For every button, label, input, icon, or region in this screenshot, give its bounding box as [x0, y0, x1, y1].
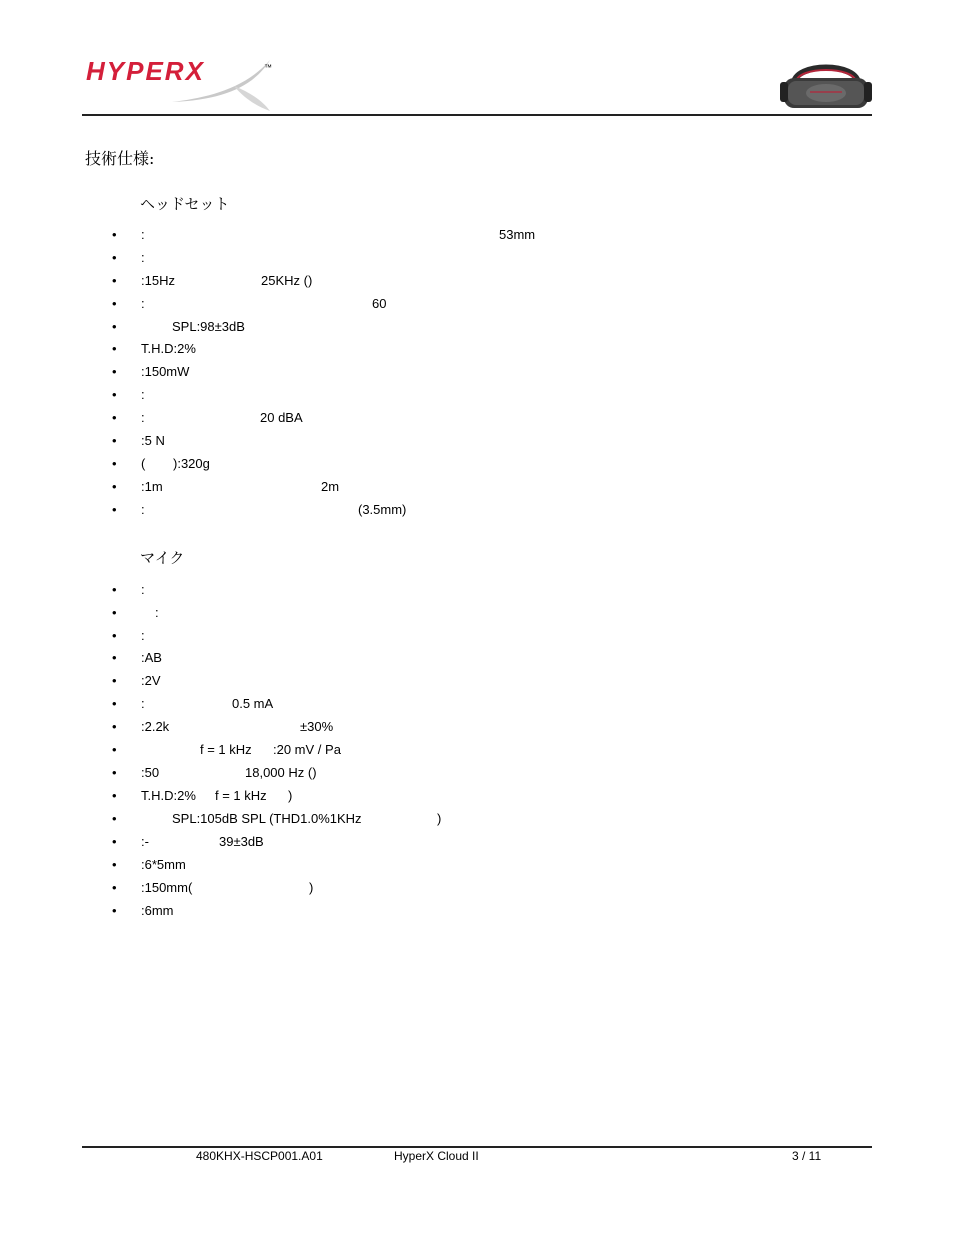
list-item: • T.H.D:2% [112, 341, 196, 356]
bullet: • [112, 903, 117, 918]
list-item: • SPL:105dB SPL (THD1.0%1KHz ) [112, 811, 442, 826]
bullet: • [112, 410, 117, 425]
list-item: • :5 N [112, 433, 165, 448]
bullet: • [112, 811, 117, 826]
list-item: • :6mm [112, 903, 174, 918]
bullet: • [112, 742, 117, 757]
bullet: • [112, 628, 117, 643]
bullet: • [112, 250, 117, 265]
bullet: • [112, 834, 117, 849]
logo-swoosh-tail [234, 86, 270, 111]
list-item: • : [112, 605, 159, 620]
bullet: • [112, 857, 117, 872]
logo-wordmark: HYPERX [86, 56, 205, 86]
headset-image [780, 58, 872, 112]
list-item: • :1m 2m [112, 479, 340, 494]
bullet: • [112, 364, 117, 379]
bullet: • [112, 296, 117, 311]
bullet: • [112, 341, 117, 356]
bullet: • [112, 719, 117, 734]
bullet: • [112, 673, 117, 688]
list-item: • :150mm( ) [112, 880, 314, 895]
bullet: • [112, 273, 117, 288]
list-item: • :15Hz 25KHz () [112, 273, 313, 288]
list-item: • T.H.D:2% f = 1 kHz ) [112, 788, 293, 803]
bullet: • [112, 650, 117, 665]
list-item: • : [112, 582, 145, 597]
list-item: • : (3.5mm) [112, 502, 407, 517]
list-item: • : 20 dBA [112, 410, 303, 425]
header-rule [82, 114, 872, 116]
list-item: • : 53mm [112, 227, 536, 242]
list-item: • :AB [112, 650, 162, 665]
list-item: • :- 39±3dB [112, 834, 264, 849]
list-item: • :2.2k ±30% [112, 719, 334, 734]
bullet: • [112, 502, 117, 517]
bullet: • [112, 319, 117, 334]
list-item: • :2V [112, 673, 161, 688]
mic-section-title: マイク [140, 549, 185, 567]
bullet: • [112, 880, 117, 895]
list-item: • : [112, 250, 145, 265]
bullet: • [112, 433, 117, 448]
footer-page-number: 3 / 11 [792, 1149, 822, 1163]
bullet: • [112, 582, 117, 597]
bullet: • [112, 227, 117, 242]
hyperx-logo [84, 56, 284, 116]
list-item: • f = 1 kHz :20 mV / Pa [112, 742, 341, 757]
page-title: 技術仕様: [85, 149, 155, 168]
list-item: • : [112, 628, 145, 643]
bullet: • [112, 765, 117, 780]
bullet: • [112, 605, 117, 620]
list-item: • : [112, 387, 145, 402]
list-item: • :150mW [112, 364, 190, 379]
bullet: • [112, 788, 117, 803]
list-item: • :50 18,000 Hz () [112, 765, 317, 780]
list-item: • : 0.5 mA [112, 696, 274, 711]
bullet: • [112, 456, 117, 471]
logo-trademark: ™ [264, 63, 272, 72]
bullet: • [112, 387, 117, 402]
headset-section-title: ヘッドセット [140, 195, 230, 213]
list-item: • SPL:98±3dB [112, 319, 245, 334]
footer-doc-id: 480KHX-HSCP001.A01 [196, 1149, 323, 1163]
footer-product: HyperX Cloud II [394, 1149, 479, 1163]
list-item: • ( ):320g [112, 456, 210, 471]
bullet: • [112, 696, 117, 711]
list-item: • : 60 [112, 296, 387, 311]
bullet: • [112, 479, 117, 494]
list-item: • :6*5mm [112, 857, 186, 872]
